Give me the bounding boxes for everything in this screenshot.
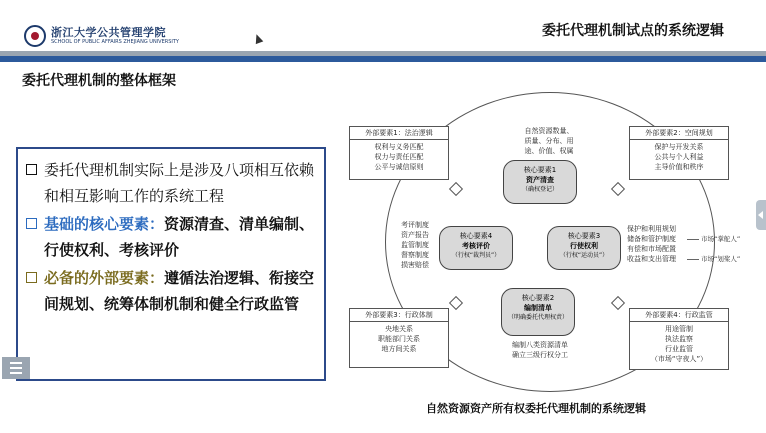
core3-title: 核心要素3 (567, 232, 601, 240)
logo-chinese-name: 浙江大学公共管理学院 (51, 26, 166, 39)
bottom-text-line-1: 编制八类资源清单 (512, 341, 568, 349)
core-element-3 (547, 226, 621, 270)
ext1-line-2: 权力与责任匹配 (374, 153, 424, 161)
mouse-cursor-icon (253, 33, 264, 44)
external-element-2-title: 外部要素2：空间规划 (630, 127, 728, 140)
external-element-1-title: 外部要素1：法治逻辑 (350, 127, 448, 140)
checkbox-bullet-icon (26, 218, 37, 229)
bullet-label-2: 基础的核心要素： (44, 215, 165, 233)
core2-title: 核心要素2 (521, 294, 555, 302)
market-label-1: 市场“掌舵人” (701, 235, 741, 243)
ext3-line-2: 职能部门关系 (378, 335, 420, 343)
left-text-line-3: 监管制度 (401, 241, 429, 249)
section-title: 委托代理机制的整体框架 (22, 73, 176, 89)
core1-title: 核心要素1 (523, 166, 557, 174)
left-text-line-4: 督察制度 (401, 251, 429, 259)
core3-name: 行使权利 (570, 242, 598, 250)
ext2-line-2: 公共与个人利益 (654, 153, 704, 161)
left-text-line-1: 考评制度 (401, 221, 429, 229)
external-element-2 (629, 126, 729, 180)
bullet-item-3 (26, 265, 316, 317)
side-panel-toggle-icon[interactable] (756, 200, 766, 230)
ext4-line-3: 行业监管 (665, 345, 693, 353)
logo-english-name: SCHOOL OF PUBLIC AFFAIRS ZHEJIANG UNIVERSITY (51, 39, 179, 45)
external-element-3 (349, 308, 449, 368)
checkbox-bullet-icon (26, 164, 37, 175)
university-emblem-icon (24, 25, 46, 47)
left-text-line-2: 资产报告 (401, 231, 429, 239)
ext3-line-1: 央地关系 (385, 325, 413, 333)
market-label-2: 市场“划桨人” (701, 255, 741, 263)
bullet-box (16, 147, 326, 381)
bullet-item-1 (26, 157, 316, 209)
right-text-line-4: 收益和支出管理 (627, 255, 676, 263)
top-text-line-2: 质量、分布、用 (524, 137, 574, 145)
market-connector-1 (687, 239, 699, 240)
core-element-2 (501, 288, 575, 336)
core1-name: 资产清查 (526, 176, 554, 184)
top-text-line-3: 途、价值、权属 (524, 147, 574, 155)
bullet-text-2: 资源清查、清单编制、行使权利、考核评价 (44, 215, 315, 259)
system-logic-diagram (347, 90, 753, 396)
external-element-4-title: 外部要素4：行政监管 (630, 309, 728, 322)
header-divider-blue (0, 56, 766, 62)
menu-icon[interactable] (2, 357, 30, 379)
core-element-1 (503, 160, 577, 204)
school-logo (24, 25, 179, 47)
core3-paren: （行权“运动员”） (559, 252, 609, 259)
core4-title: 核心要素4 (459, 232, 493, 240)
ext1-line-1: 权利与义务匹配 (374, 143, 424, 151)
ext2-line-3: 主导价值和秩序 (654, 163, 704, 171)
bullet-label-3: 必备的外部要素： (44, 269, 165, 287)
diagram-caption: 自然资源资产所有权委托代理机制的系统逻辑 (426, 402, 646, 415)
right-text-line-3: 有偿和市场配置 (627, 245, 676, 253)
bullet-text-1: 委托代理机制实际上是涉及八项相互依赖和相互影响工作的系统工程 (44, 161, 315, 205)
top-text-line-1: 自然资源数量、 (524, 127, 574, 135)
bullet-item-2 (26, 211, 316, 263)
external-element-3-title: 外部要素3：行政体制 (350, 309, 448, 322)
core2-name: 编制清单 (524, 304, 552, 312)
core2-paren: （明确委托代理权责） (507, 314, 568, 321)
checkbox-bullet-icon (26, 272, 37, 283)
ext4-line-4: （市场“守夜人”） (650, 355, 708, 363)
external-element-1 (349, 126, 449, 180)
right-text-line-1: 保护和利用规划 (627, 225, 676, 233)
core-element-4 (439, 226, 513, 270)
left-text-line-5: 损害赔偿 (401, 261, 429, 269)
core1-paren: （确权登记） (521, 186, 558, 193)
core4-name: 考核评价 (462, 242, 490, 250)
ext3-line-3: 地方间关系 (381, 345, 417, 353)
core2-description (497, 340, 583, 360)
ext1-line-3: 公平与诚信原则 (374, 163, 424, 171)
ext4-line-2: 执法监察 (665, 335, 693, 343)
right-text-line-2: 储备和管护制度 (627, 235, 676, 243)
core4-description (393, 220, 437, 270)
core4-paren: （行权“裁判员”） (451, 252, 501, 259)
external-element-4 (629, 308, 729, 370)
bullet-text-3: 遵循法治逻辑、衔接空间规划、统筹体制机制和健全行政监管 (44, 269, 315, 313)
ext2-line-1: 保护与开发关系 (654, 143, 704, 151)
core1-description (501, 126, 597, 156)
core3-description (627, 224, 687, 264)
market-connector-2 (687, 259, 699, 260)
bottom-text-line-2: 确立三级行权分工 (512, 351, 568, 359)
ext4-line-1: 用途管制 (665, 325, 693, 333)
slide-header-title: 委托代理机制试点的系统逻辑 (542, 23, 724, 39)
